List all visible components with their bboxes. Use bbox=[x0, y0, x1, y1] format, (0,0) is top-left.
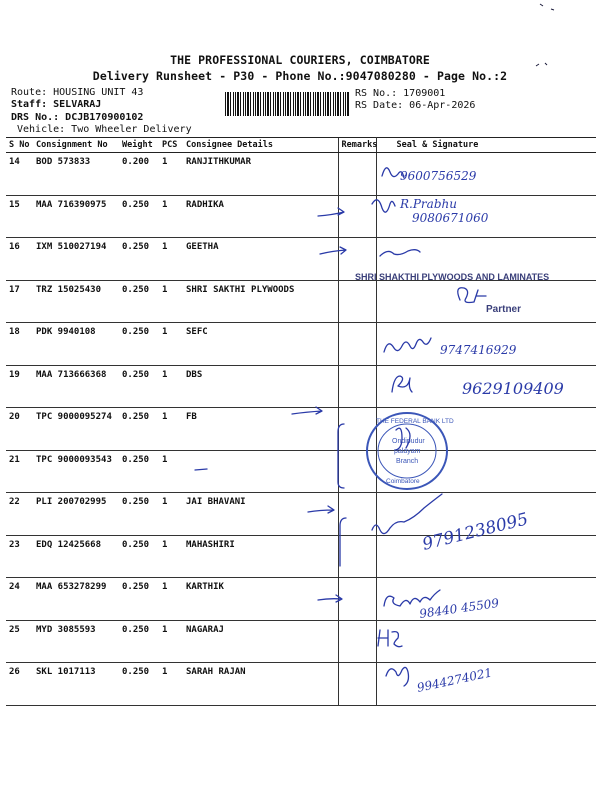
cell-pcs: 1 bbox=[159, 535, 183, 578]
cell-consignee: FB bbox=[183, 408, 338, 451]
cell-signature bbox=[376, 578, 596, 621]
stamp-partner-17: Partner bbox=[486, 304, 522, 315]
cell-consignment: EDQ 12425668 bbox=[33, 535, 119, 578]
cell-signature bbox=[376, 280, 596, 323]
cell-signature bbox=[376, 408, 596, 451]
cell-consignee: SEFC bbox=[183, 323, 338, 366]
cell-remarks bbox=[338, 365, 376, 408]
cell-pcs: 1 bbox=[159, 195, 183, 238]
cell-sno: 23 bbox=[6, 535, 33, 578]
cell-weight: 0.250 bbox=[119, 535, 159, 578]
cell-consignee: DBS bbox=[183, 365, 338, 408]
table-row bbox=[6, 195, 596, 238]
sign-name-15: R.Prabhu bbox=[400, 197, 457, 211]
table-row bbox=[6, 450, 596, 493]
seal-line-2: palayam bbox=[394, 448, 421, 455]
cell-sno: 19 bbox=[6, 365, 33, 408]
cell-weight: 0.250 bbox=[119, 323, 159, 366]
cell-consignee: GEETHA bbox=[183, 238, 338, 281]
cell-consignment: BOD 573833 bbox=[33, 153, 119, 196]
vehicle-label: Vehicle: Two Wheeler Delivery bbox=[17, 124, 192, 135]
cell-pcs: 1 bbox=[159, 365, 183, 408]
cell-remarks bbox=[338, 493, 376, 536]
cell-sno: 18 bbox=[6, 323, 33, 366]
runsheet-subtitle: Delivery Runsheet - P30 - Phone No.:9047080280 - Page No.:2 bbox=[92, 69, 508, 83]
table-row bbox=[6, 365, 596, 408]
cell-consignee: RADHIKA bbox=[183, 195, 338, 238]
cell-consignee bbox=[183, 450, 338, 493]
cell-signature bbox=[376, 238, 596, 281]
cell-sno: 24 bbox=[6, 578, 33, 621]
col-seal: Seal & Signature bbox=[376, 138, 596, 153]
cell-consignee: SHRI SAKTHI PLYWOODS bbox=[183, 280, 338, 323]
cell-signature bbox=[376, 450, 596, 493]
col-remarks: Remarks bbox=[338, 138, 376, 153]
cell-consignment: TPC 9000095274 bbox=[33, 408, 119, 451]
cell-consignee: RANJITHKUMAR bbox=[183, 153, 338, 196]
cell-signature bbox=[376, 535, 596, 578]
cell-consignee: NAGARAJ bbox=[183, 620, 338, 663]
cell-weight: 0.250 bbox=[119, 578, 159, 621]
cell-consignment: MAA 716390975 bbox=[33, 195, 119, 238]
phone-26: 9944274021 bbox=[415, 665, 494, 695]
cell-consignee: SARAH RAJAN bbox=[183, 663, 338, 706]
table-row bbox=[6, 493, 596, 536]
cell-signature bbox=[376, 493, 596, 536]
cell-sno: 22 bbox=[6, 493, 33, 536]
seal-line-3: Branch bbox=[396, 458, 419, 465]
cell-consignment: TRZ 15025430 bbox=[33, 280, 119, 323]
cell-consignment: MAA 713666368 bbox=[33, 365, 119, 408]
cell-signature bbox=[376, 323, 596, 366]
cell-signature bbox=[376, 365, 596, 408]
col-sno: S No bbox=[6, 138, 33, 153]
cell-pcs: 1 bbox=[159, 620, 183, 663]
route-label: Route: HOUSING UNIT 43 bbox=[11, 87, 144, 98]
cell-weight: 0.250 bbox=[119, 663, 159, 706]
cell-consignment: MAA 653278299 bbox=[33, 578, 119, 621]
cell-pcs: 1 bbox=[159, 280, 183, 323]
col-pcs: PCS bbox=[159, 138, 183, 153]
stamp-company-17: SHRI SHAKTHI PLYWOODS AND LAMINATES bbox=[355, 272, 550, 282]
table-row bbox=[6, 408, 596, 451]
cell-pcs: 1 bbox=[159, 323, 183, 366]
cell-pcs: 1 bbox=[159, 493, 183, 536]
cell-signature bbox=[376, 620, 596, 663]
table-row bbox=[6, 280, 596, 323]
cell-sno: 25 bbox=[6, 620, 33, 663]
table-row bbox=[6, 153, 596, 196]
phone-24: 98440 45509 bbox=[418, 595, 500, 621]
cell-pcs: 1 bbox=[159, 450, 183, 493]
rs-date: RS Date: 06-Apr-2026 bbox=[355, 100, 476, 111]
phone-14: 9600756529 bbox=[400, 169, 477, 183]
cell-remarks bbox=[338, 238, 376, 281]
cell-remarks bbox=[338, 620, 376, 663]
cell-weight: 0.250 bbox=[119, 365, 159, 408]
col-consignee: Consignee Details bbox=[183, 138, 338, 153]
rs-number: RS No.: 1709001 bbox=[355, 88, 446, 99]
cell-sno: 14 bbox=[6, 153, 33, 196]
cell-remarks bbox=[338, 663, 376, 706]
cell-pcs: 1 bbox=[159, 408, 183, 451]
phone-19: 9629109409 bbox=[462, 379, 564, 398]
cell-consignment: TPC 9000093543 bbox=[33, 450, 119, 493]
cell-remarks bbox=[338, 323, 376, 366]
table-row bbox=[6, 620, 596, 663]
cell-weight: 0.250 bbox=[119, 280, 159, 323]
phone-18: 9747416929 bbox=[440, 343, 517, 357]
table-row bbox=[6, 535, 596, 578]
cell-sno: 20 bbox=[6, 408, 33, 451]
cell-remarks bbox=[338, 153, 376, 196]
cell-pcs: 1 bbox=[159, 663, 183, 706]
table-row bbox=[6, 663, 596, 706]
cell-weight: 0.250 bbox=[119, 620, 159, 663]
cell-sno: 21 bbox=[6, 450, 33, 493]
table-row bbox=[6, 323, 596, 366]
phone-15: 9080671060 bbox=[412, 211, 489, 225]
cell-weight: 0.250 bbox=[119, 195, 159, 238]
cell-consignment: PDK 9940108 bbox=[33, 323, 119, 366]
cell-signature bbox=[376, 663, 596, 706]
cell-consignment: SKL 1017113 bbox=[33, 663, 119, 706]
cell-consignment: PLI 200702995 bbox=[33, 493, 119, 536]
company-title: THE PROFESSIONAL COURIERS, COIMBATORE bbox=[170, 53, 430, 67]
cell-weight: 0.250 bbox=[119, 238, 159, 281]
seal-line-1: Ondipudur bbox=[392, 438, 425, 445]
cell-consignee: MAHASHIRI bbox=[183, 535, 338, 578]
cell-signature bbox=[376, 195, 596, 238]
runsheet-table bbox=[6, 137, 596, 706]
cell-sno: 26 bbox=[6, 663, 33, 706]
cell-consignment: IXM 510027194 bbox=[33, 238, 119, 281]
cell-remarks bbox=[338, 535, 376, 578]
col-weight: Weight bbox=[119, 138, 159, 153]
cell-sno: 15 bbox=[6, 195, 33, 238]
cell-pcs: 1 bbox=[159, 578, 183, 621]
cell-weight: 0.250 bbox=[119, 450, 159, 493]
cell-signature bbox=[376, 153, 596, 196]
barcode bbox=[225, 92, 350, 116]
cell-remarks bbox=[338, 195, 376, 238]
cell-weight: 0.200 bbox=[119, 153, 159, 196]
cell-remarks bbox=[338, 408, 376, 451]
cell-consignment: MYD 3085593 bbox=[33, 620, 119, 663]
cell-sno: 17 bbox=[6, 280, 33, 323]
cell-remarks bbox=[338, 578, 376, 621]
cell-weight: 0.250 bbox=[119, 408, 159, 451]
cell-sno: 16 bbox=[6, 238, 33, 281]
phone-22: 9791238095 bbox=[420, 509, 531, 555]
cell-consignee: JAI BHAVANI bbox=[183, 493, 338, 536]
cell-weight: 0.250 bbox=[119, 493, 159, 536]
cell-remarks bbox=[338, 280, 376, 323]
table-row bbox=[6, 238, 596, 281]
seal-ring-text: THE FEDERAL BANK LTD bbox=[376, 418, 454, 425]
table-row bbox=[6, 578, 596, 621]
drs-label: DRS No.: DCJB170900102 bbox=[11, 112, 144, 123]
seal-bottom-text: Coimbatore bbox=[386, 478, 420, 485]
table-header-row bbox=[6, 138, 596, 153]
cell-pcs: 1 bbox=[159, 153, 183, 196]
cell-consignee: KARTHIK bbox=[183, 578, 338, 621]
staff-label: Staff: SELVARAJ bbox=[11, 99, 102, 110]
col-consignment: Consignment No bbox=[33, 138, 119, 153]
cell-remarks bbox=[338, 450, 376, 493]
cell-pcs: 1 bbox=[159, 238, 183, 281]
